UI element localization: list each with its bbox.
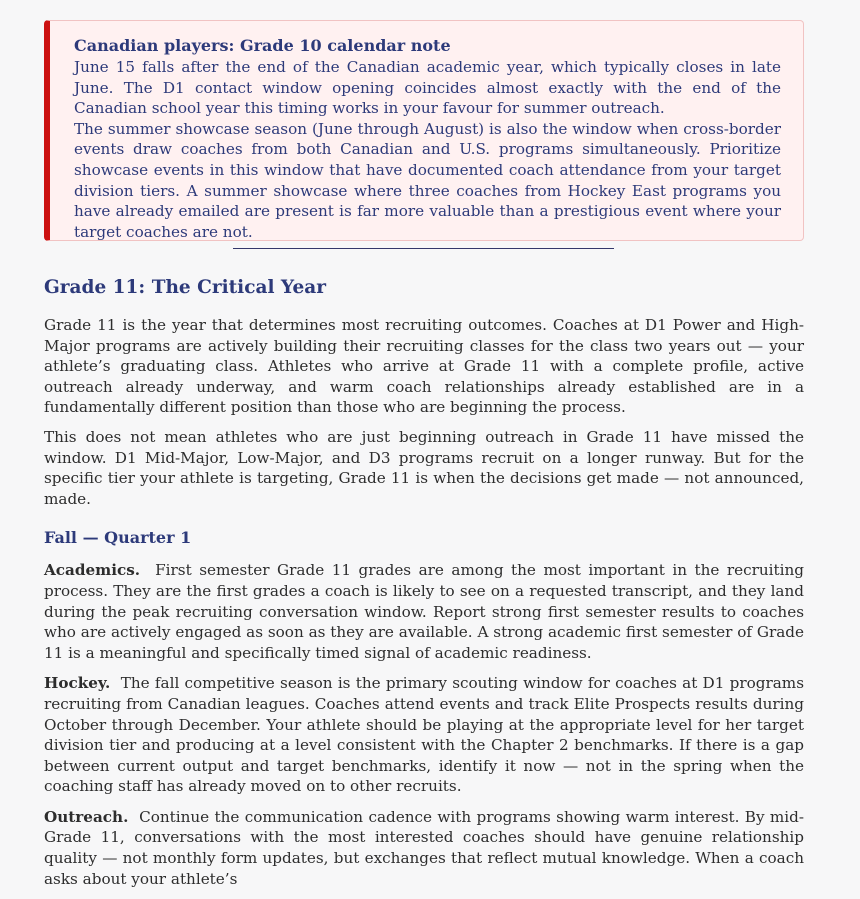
section-divider <box>233 248 614 249</box>
subsection-heading: Fall — Quarter 1 <box>44 528 192 548</box>
callout-paragraph: The summer showcase season (June through August) is also the window when cross-border events draw coaches from both Canadian and U.S. programs simultaneously. Prioritize showcase events in this window that have documented coach attendance from your target division tiers. A summer showcase where three coaches from Hockey East programs you have already emailed are present is far more valuable than a prestigious event where your target coaches are not. <box>74 119 781 241</box>
main-content <box>44 272 804 899</box>
outreach-paragraph <box>44 807 804 889</box>
outreach-label: Outreach. <box>44 807 129 826</box>
callout-paragraph: June 15 falls after the end of the Canadian academic year, which typically closes in late June. The D1 contact window opening coincides almost exactly with the end of the Canadian school year this timing works in your favour for summer outreach. <box>74 58 781 118</box>
callout-title: Canadian players: Grade 10 calendar note <box>74 36 451 55</box>
academics-label: Academics. <box>44 561 141 580</box>
canadian-players-callout <box>44 20 804 241</box>
body-paragraph: Grade 11 is the year that determines most recruiting outcomes. Coaches at D1 Power and High-Major programs are actively building their recruiting classes for the class two years out — your athlete’s graduating class. Athletes who arrive at Grade 11 with a complete profile, active outreach already underway, and warm coach relationships already established are in a fundamentally different position than those who are beginning the process. <box>44 316 804 417</box>
section-heading: Grade 11: The Critical Year <box>44 277 327 298</box>
hockey-label: Hockey. <box>44 674 111 693</box>
academics-paragraph <box>44 560 804 663</box>
hockey-text: The fall competitive season is the primary scouting window for coaches at D1 programs recruiting from Canadian leagues. Coaches attend events and track Elite Prospects results during October through December. Your athlete should be playing at the appropriate level for her target division tier and producing at a level consistent with the Chapter 2 benchmarks. If there is a gap between current output and target benchmarks, identify it now — not in the spring when the coaching staff has already moved on to other recruits. <box>44 674 804 796</box>
body-paragraph: This does not mean athletes who are just beginning outreach in Grade 11 have missed the window. D1 Mid-Major, Low-Major, and D3 programs recruit on a longer runway. But for the specific tier your athlete is targeting, Grade 11 is when the decisions get made — not announced, made. <box>44 427 804 508</box>
academics-text: First semester Grade 11 grades are among the most important in the recruiting process. They are the first grades a coach is likely to see on a requested transcript, and they land during the peak recruiting conversation window. Report strong first semester results to coaches who are actively engaged as soon as they are available. A strong academic first semester of Grade 11 is a meaningful and specifically timed signal of academic readiness. <box>44 561 805 662</box>
hockey-paragraph <box>44 673 804 797</box>
outreach-text: Continue the communication cadence with programs showing warm interest. By mid-Grade 11, conversations with the most interested coaches should have genuine relationship quality — not monthly form updates, but exchanges that reflect mutual knowledge. When a coach asks about your athlete’s <box>44 807 804 888</box>
